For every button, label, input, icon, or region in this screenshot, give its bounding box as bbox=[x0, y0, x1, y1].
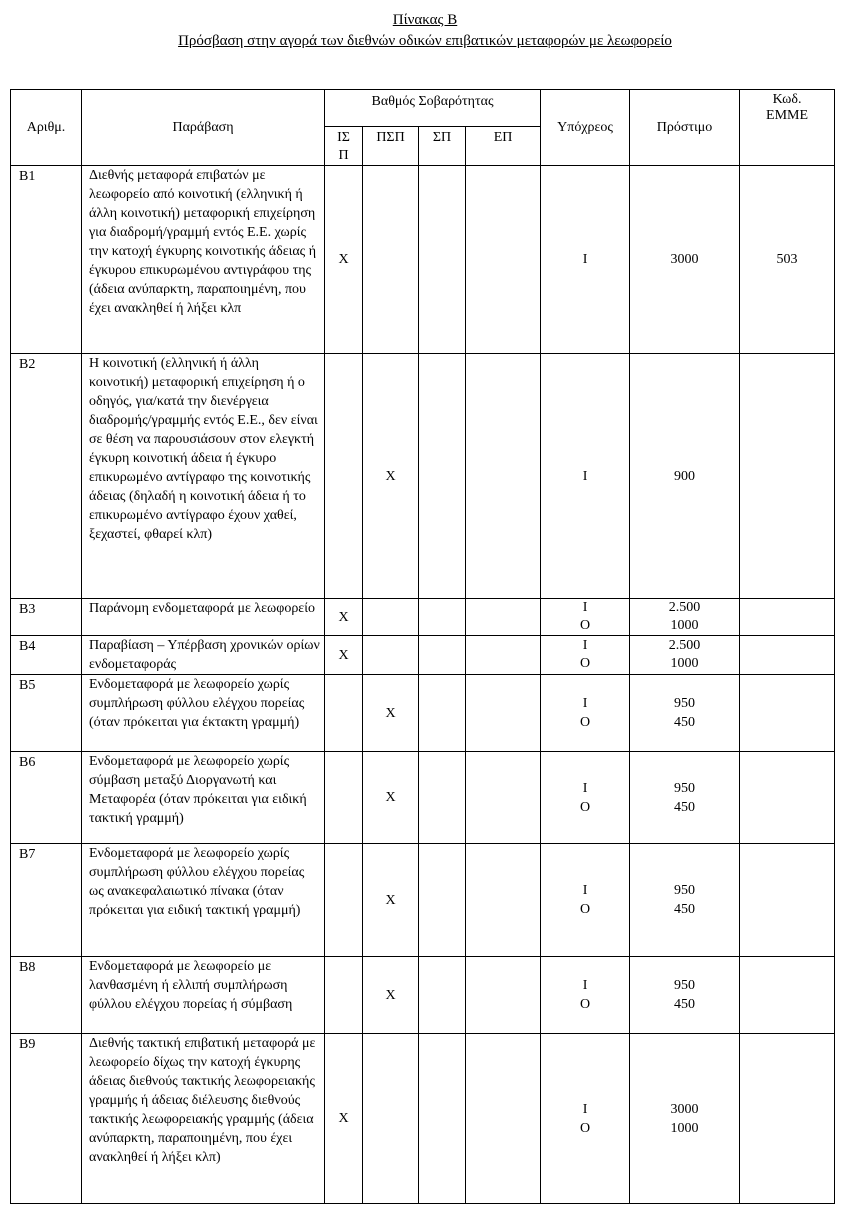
header-code-line1: Κωδ. bbox=[772, 92, 802, 107]
row-fine-2: 450 bbox=[674, 997, 696, 1012]
row-fine-1: 950 bbox=[674, 696, 696, 711]
header-code bbox=[740, 90, 835, 166]
row-isp bbox=[325, 752, 363, 844]
row-fine-1: 950 bbox=[674, 883, 696, 898]
row-obligated-2: Ο bbox=[579, 656, 591, 671]
row-fine-1: 3000 bbox=[670, 1101, 699, 1117]
row-violation: Διεθνής τακτική επιβατική μεταφορά με λεωφορείο δίχως την κατοχή έγκυρης άδειας διεθνούς τακτικής λεωφορειακής γραμμής ή άδειας διέλευσης διεθνούς τακτικής λεωφορειακής γραμμής (άδεια ανύπαρκτη, παραποιημένη, που έχει ανακληθεί ή λήξει κλπ) bbox=[82, 1034, 325, 1204]
row-ep bbox=[466, 844, 541, 957]
row-sp bbox=[419, 957, 466, 1034]
header-fine: Πρόστιμο bbox=[630, 90, 740, 166]
header-ep: ΕΠ bbox=[466, 127, 541, 166]
row-sp bbox=[419, 599, 466, 636]
row-obligated-1: Ι bbox=[582, 468, 588, 484]
header-sp: ΣΠ bbox=[419, 127, 466, 166]
row-number: Β2 bbox=[11, 354, 82, 599]
row-isp bbox=[325, 844, 363, 957]
row-violation: Ενδομεταφορά με λεωφορείο χωρίς συμπλήρωση φύλλου ελέγχου πορείας ως ανακεφαλαιωτικό πίνακα (όταν πρόκειται για ειδική τακτική γραμμή) bbox=[82, 844, 325, 957]
row-fine bbox=[630, 675, 740, 752]
row-psp bbox=[363, 599, 419, 636]
row-fine-2: 1000 bbox=[670, 618, 699, 633]
row-code bbox=[740, 636, 835, 675]
row-isp: Χ bbox=[325, 166, 363, 354]
row-fine bbox=[630, 636, 740, 675]
header-num: Αριθμ. bbox=[11, 90, 82, 166]
row-number: Β4 bbox=[11, 636, 82, 675]
row-fine bbox=[630, 599, 740, 636]
row-obligated-2: Ο bbox=[579, 902, 591, 917]
table-row bbox=[11, 957, 835, 1034]
row-violation: Ενδομεταφορά με λεωφορείο με λανθασμένη ή ελλιπή συμπλήρωση φύλλου ελέγχου πορείας ή σύμβαση bbox=[82, 957, 325, 1034]
row-isp bbox=[325, 957, 363, 1034]
row-violation: Διεθνής μεταφορά επιβατών με λεωφορείο από κοινοτική (ελληνική ή άλλη κοινοτική) μεταφορική επιχείρηση για διαδρομή/γραμμή εντός Ε.Ε. χωρίς την κατοχή έγκυρης κοινοτικής άδειας ή έγκυρου επικυρωμένου αντιγράφου της (άδεια ανύπαρκτη, παραποιημένη, που έχει ανακληθεί ή λήξει κλπ bbox=[82, 166, 325, 354]
row-fine-1: 2.500 bbox=[668, 638, 701, 653]
row-sp bbox=[419, 166, 466, 354]
row-obligated-1: Ι bbox=[582, 696, 588, 711]
header-code-line2: ΕΜΜΕ bbox=[766, 108, 809, 123]
row-code bbox=[740, 844, 835, 957]
row-violation: Ενδομεταφορά με λεωφορείο χωρίς σύμβαση μεταξύ Διοργανωτή και Μεταφορέα (όταν πρόκειται για ειδική τακτική γραμμή) bbox=[82, 752, 325, 844]
row-ep bbox=[466, 354, 541, 599]
row-obligated-1: Ι bbox=[582, 638, 588, 653]
row-sp bbox=[419, 1034, 466, 1204]
table-row bbox=[11, 599, 835, 636]
table-row bbox=[11, 752, 835, 844]
row-sp bbox=[419, 844, 466, 957]
row-obligated-1: Ι bbox=[582, 780, 588, 796]
table-row bbox=[11, 1034, 835, 1204]
header-obligated: Υπόχρεος bbox=[541, 90, 630, 166]
row-fine bbox=[630, 166, 740, 354]
row-fine bbox=[630, 1034, 740, 1204]
row-isp bbox=[325, 675, 363, 752]
row-psp: Χ bbox=[363, 844, 419, 957]
row-psp bbox=[363, 1034, 419, 1204]
row-psp: Χ bbox=[363, 354, 419, 599]
row-code bbox=[740, 354, 835, 599]
row-obligated-2: Ο bbox=[579, 1120, 591, 1136]
row-fine-2: 1000 bbox=[670, 1120, 699, 1136]
row-obligated bbox=[541, 354, 630, 599]
row-obligated bbox=[541, 752, 630, 844]
row-obligated bbox=[541, 636, 630, 675]
row-obligated-1: Ι bbox=[582, 883, 588, 898]
table-row bbox=[11, 354, 835, 599]
header-isp-line2: Π bbox=[338, 148, 349, 163]
row-isp bbox=[325, 354, 363, 599]
table-subtitle: Πρόσβαση στην αγορά των διεθνών οδικών επιβατικών μεταφορών με λεωφορείο bbox=[178, 33, 672, 49]
row-violation: Παραβίαση – Υπέρβαση χρονικών ορίων ενδομεταφοράς bbox=[82, 636, 325, 675]
row-isp: Χ bbox=[325, 636, 363, 675]
row-fine-1: 900 bbox=[674, 468, 696, 484]
row-fine bbox=[630, 844, 740, 957]
violations-table bbox=[10, 89, 835, 1204]
row-obligated bbox=[541, 599, 630, 636]
row-obligated bbox=[541, 957, 630, 1034]
row-psp: Χ bbox=[363, 957, 419, 1034]
row-ep bbox=[466, 675, 541, 752]
table-row bbox=[11, 675, 835, 752]
row-fine bbox=[630, 957, 740, 1034]
row-fine-1: 950 bbox=[674, 780, 696, 796]
row-obligated-1: Ι bbox=[582, 252, 588, 267]
header-psp: ΠΣΠ bbox=[363, 127, 419, 166]
row-fine-2: 450 bbox=[674, 715, 696, 730]
row-violation: Η κοινοτική (ελληνική ή άλλη κοινοτική) μεταφορική επιχείρηση ή ο οδηγός, για/κατά την διενέργεια διαδρομής/γραμμής εντός Ε.Ε., δεν είναι σε θέση να παρουσιάσουν στον ελεγκτή έγκυρη κοινοτική άδεια ή έγκυρο επικυρωμένο αντίγραφο της κοινοτικής άδειας (δηλαδή η κοινοτική άδεια ή το επικυρωμένο αντίγραφο έχουν χαθεί, ξεχαστεί, φθαρεί κλπ) bbox=[82, 354, 325, 599]
row-fine bbox=[630, 354, 740, 599]
row-ep bbox=[466, 1034, 541, 1204]
row-code bbox=[740, 1034, 835, 1204]
row-violation: Ενδομεταφορά με λεωφορείο χωρίς συμπλήρωση φύλλου ελέγχου πορείας (όταν πρόκειται για έκτακτη γραμμή) bbox=[82, 675, 325, 752]
row-sp bbox=[419, 636, 466, 675]
row-obligated bbox=[541, 1034, 630, 1204]
row-number: Β9 bbox=[11, 1034, 82, 1204]
row-obligated bbox=[541, 675, 630, 752]
row-code bbox=[740, 599, 835, 636]
row-sp bbox=[419, 354, 466, 599]
row-fine-1: 950 bbox=[674, 978, 696, 993]
row-number: Β3 bbox=[11, 599, 82, 636]
row-obligated-1: Ι bbox=[582, 978, 588, 993]
row-fine-1: 3000 bbox=[670, 252, 699, 267]
row-obligated-2: Ο bbox=[579, 618, 591, 633]
row-ep bbox=[466, 599, 541, 636]
row-code bbox=[740, 675, 835, 752]
row-fine bbox=[630, 752, 740, 844]
row-psp: Χ bbox=[363, 675, 419, 752]
row-ep bbox=[466, 636, 541, 675]
row-number: Β5 bbox=[11, 675, 82, 752]
row-violation: Παράνομη ενδομεταφορά με λεωφορείο bbox=[82, 599, 325, 636]
table-row bbox=[11, 636, 835, 675]
row-obligated-2: Ο bbox=[579, 799, 591, 815]
table-row bbox=[11, 844, 835, 957]
header-isp bbox=[325, 127, 363, 166]
row-number: Β8 bbox=[11, 957, 82, 1034]
row-number: Β7 bbox=[11, 844, 82, 957]
row-sp bbox=[419, 752, 466, 844]
row-fine-2: 1000 bbox=[670, 656, 699, 671]
row-number: Β1 bbox=[11, 166, 82, 354]
row-ep bbox=[466, 166, 541, 354]
row-obligated bbox=[541, 166, 630, 354]
row-obligated bbox=[541, 844, 630, 957]
row-obligated-1: Ι bbox=[582, 1101, 588, 1117]
row-ep bbox=[466, 957, 541, 1034]
row-psp bbox=[363, 636, 419, 675]
row-code: 503 bbox=[740, 166, 835, 354]
row-psp bbox=[363, 166, 419, 354]
row-obligated-2: Ο bbox=[579, 715, 591, 730]
row-sp bbox=[419, 675, 466, 752]
row-fine-1: 2.500 bbox=[668, 600, 701, 615]
header-isp-line1: ΙΣ bbox=[337, 130, 350, 145]
row-fine-2: 450 bbox=[674, 902, 696, 917]
row-ep bbox=[466, 752, 541, 844]
row-number: Β6 bbox=[11, 752, 82, 844]
row-fine-2: 450 bbox=[674, 799, 696, 815]
row-code bbox=[740, 752, 835, 844]
table-row bbox=[11, 166, 835, 354]
row-code bbox=[740, 957, 835, 1034]
row-isp: Χ bbox=[325, 1034, 363, 1204]
row-isp: Χ bbox=[325, 599, 363, 636]
row-obligated-1: Ι bbox=[582, 600, 588, 615]
row-psp: Χ bbox=[363, 752, 419, 844]
row-obligated-2: Ο bbox=[579, 997, 591, 1012]
header-severity: Βαθμός Σοβαρότητας bbox=[325, 90, 541, 127]
table-title: Πίνακας Β bbox=[392, 12, 458, 28]
header-violation: Παράβαση bbox=[82, 90, 325, 166]
